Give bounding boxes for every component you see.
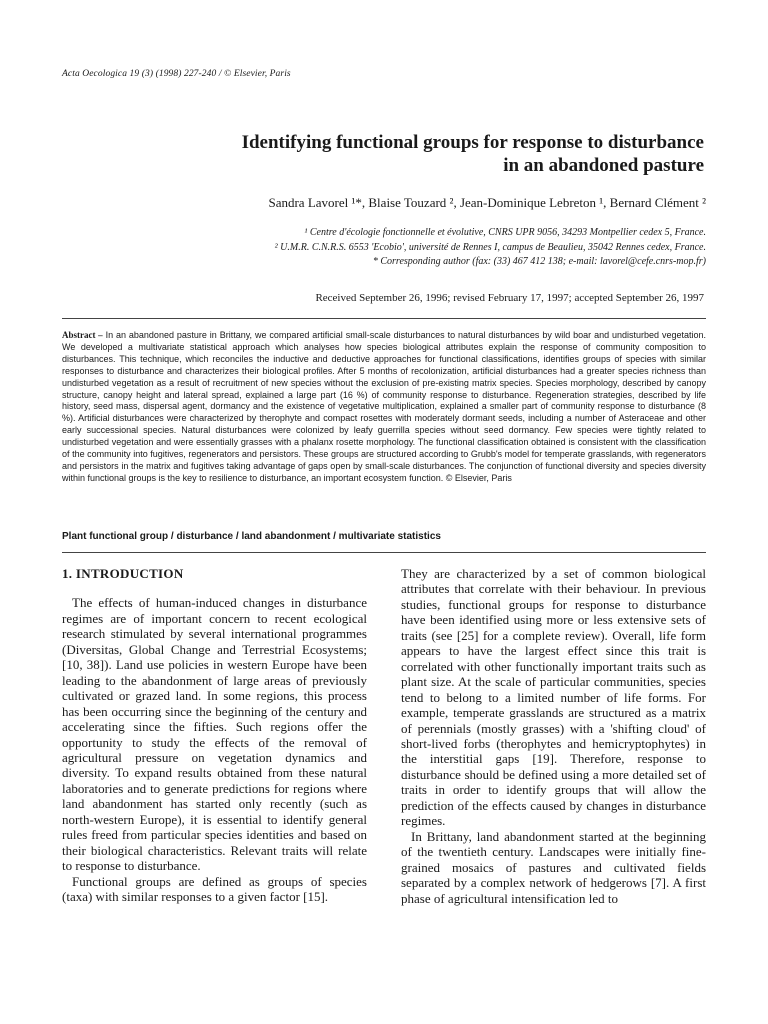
paragraph: Functional groups are defined as groups of species (taxa) with similar responses to a given factor [15]. — [62, 873, 367, 905]
paragraph: In Brittany, land abandonment started at the beginning of the twentieth century. Landscapes were initially fine-grained mosaics of pastures and cultivated fields separated by a complex network of hedgerows [7]. A first phase of agricultural intensification led to — [401, 828, 706, 906]
title-line-2: in an abandoned pasture — [503, 155, 704, 176]
affiliation-1: ¹ Centre d'écologie fonctionnelle et évolutive, CNRS UPR 9056, 34293 Montpellier cedex 5, France. — [304, 227, 706, 238]
journal-citation: Acta Oecologica 19 (3) (1998) 227-240 / © Elsevier, Paris — [62, 69, 291, 79]
affiliations — [146, 226, 706, 270]
received-dates: Received September 26, 1996; revised February 17, 1997; accepted September 26, 1997 — [315, 292, 704, 304]
paragraph: The effects of human-induced changes in disturbance regimes are of important concern to recent ecological research stimulated by several international programmes (Diversitas, Global Change and Terrestrial Ecosystems; [10, 38]). Land use policies in western Europe have been leading to the abandonment of large areas of previously cultivated or grazed land. In some regions, this process has been occurring since the beginning of the century and accelerating since the fifties. Such regions offer the opportunity to study the effects of the removal of agricultural pressure on vegetation dynamics and diversity. To expand results obtained from these natural laboratories and to generate predictions for regions where land abandonment has started only recently (such as north-western Europe), it is essential to identify general rules freed from particular species identities and based on their biological characteristics. Relevant traits will relate to response to disturbance. — [62, 595, 367, 874]
author-list: Sandra Lavorel ¹*, Blaise Touzard ², Jean-Dominique Lebreton ¹, Bernard Clément ² — [268, 195, 706, 210]
keywords: Plant functional group / disturbance / land abandonment / multivariate statistics — [62, 531, 441, 542]
abstract-label: Abstract – — [62, 330, 103, 340]
right-column — [401, 566, 706, 906]
affiliation-2: ² U.M.R. C.N.R.S. 6553 'Ecobio', université de Rennes I, campus de Beaulieu, 35042 Rennes cedex, France. — [274, 241, 706, 253]
divider-top — [62, 318, 706, 319]
abstract — [62, 330, 706, 485]
abstract-text: In an abandoned pasture in Brittany, we compared artificial small-scale disturbances to natural disturbances by wild boar and undisturbed vegetation. We developed a multivariate statistical approach which analyses how species biological attributes explain the response of community composition to disturbances. This technique, which reconciles the inductive and deductive approaches for functional classifications, identifies groups of species with similar responses to disturbance and characterizes their biological profiles. After 5 months of recolonization, artificial disturbances had a greater species richness than undisturbed vegetation as a result of recruitment of new species without the exclusion of pre-existing matrix species. Species morphology, described by canopy structure, canopy height and lateral spread, explained a large part (16 %) of community response to disturbance. Regeneration strategies, described by life history, seed mass, dispersal agent, dormancy and the existence of vegetative multiplication, explained a smaller part of community response to disturbance (8 %). Artificial disturbances were characterized by therophyte and compact rosettes with moderately dormant seeds, including a number of Asteraceae and other early successional species. Natural disturbances were colonized by leafy guerrilla species without seed dormancy. Few species were tightly related to undisturbed vegetation and were essentially grasses with a phalanx rosette morphology. The functional classification obtained is consistent with the classification of the community into fugitives, regenerators and persistors. These groups are structured according to Grubb's model for temperate grasslands, with regenerators and persistors in the matrix and fugitives taking advantage of gaps open by small-scale disturbances. The conjunction of functional diversity and species diversity within functional groups is the key to resilience to disturbance, an important ecosystem function. © Elsevier, Paris — [62, 330, 706, 483]
left-column — [62, 566, 367, 905]
divider-bottom — [62, 552, 706, 553]
title-line-1: Identifying functional groups for response to disturbance — [241, 132, 704, 153]
paragraph: They are characterized by a set of common biological attributes that correlate with their behaviour. In previous studies, functional groups for response to disturbance have been identified using more or less extensive sets of traits (see [25] for a complete review). Overall, life form appears to have the largest effect since this trait is correlated with other functionally important traits such as plant size. At the scale of particular communities, species tend to belong to a limited number of life forms. For example, temperate grasslands are structured as a matrix of perennials (mostly grasses) with a 'shifting cloud' of short-lived forbs (therophytes and hemicryptophytes) in the interstitial gaps [19]. Therefore, response to disturbance should be defined using a more detailed set of traits in order to identify groups that will allow the prediction of the effects caused by changes in disturbance regimes. — [401, 566, 706, 829]
article-title — [242, 131, 704, 177]
corresponding-author: * Corresponding author (fax: (33) 467 412 138; e-mail: lavorel@cefe.cnrs-mop.fr) — [372, 256, 706, 267]
section-heading: 1. INTRODUCTION — [62, 566, 184, 581]
